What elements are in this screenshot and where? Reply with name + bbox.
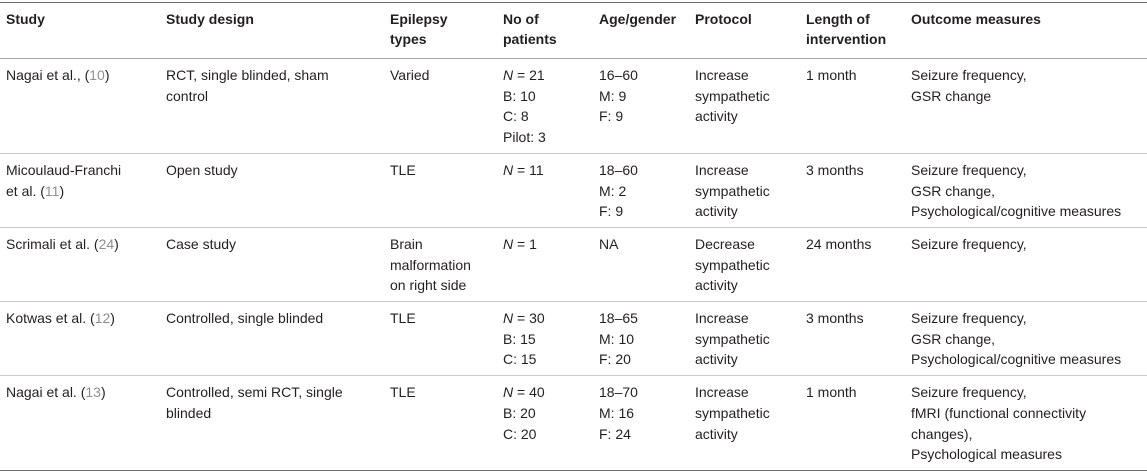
- outcome-measures-cell: [905, 227, 1147, 301]
- study-name-suffix: ): [59, 182, 65, 199]
- n-symbol: N: [503, 310, 514, 327]
- epilepsy-types-cell: [384, 59, 497, 154]
- column-header-label: Age/gender: [599, 11, 677, 27]
- study-design-cell-line: Open study: [166, 161, 238, 178]
- study-citation: [6, 308, 160, 329]
- study-citation: [6, 382, 160, 403]
- length-cell: [800, 153, 905, 227]
- protocol-cell-line: activity: [695, 425, 738, 442]
- outcome-measures-cell: [905, 302, 1147, 376]
- epilepsy-types-cell-line: Brain: [390, 235, 423, 252]
- n-value: = 11: [513, 161, 544, 178]
- patients-cell: [497, 59, 593, 154]
- patients-cell-line: C: 8: [503, 108, 529, 125]
- study-cell: [0, 227, 160, 301]
- age-gender-cell-line: 16–60: [599, 67, 638, 83]
- study-design-cell: [160, 302, 384, 376]
- protocol-cell-line: sympathetic: [695, 87, 770, 104]
- study-cell: [0, 302, 160, 376]
- study-citation: [6, 234, 160, 255]
- outcome-measures-cell-line: Seizure frequency,: [911, 384, 1027, 401]
- patient-count: [503, 382, 593, 403]
- n-symbol: N: [503, 235, 514, 252]
- outcome-measures-cell-line: GSR change,: [911, 182, 996, 199]
- study-name-suffix: ): [104, 67, 110, 83]
- patients-cell-line: B: 15: [503, 330, 536, 347]
- length-cell-line: 24 months: [806, 235, 872, 252]
- reference-link: 10: [89, 67, 105, 83]
- study-citation: [6, 181, 160, 202]
- study-name: Kotwas et al. (: [6, 310, 95, 327]
- study-design-cell: [160, 153, 384, 227]
- study-table: [0, 2, 1147, 471]
- outcome-measures-cell-line: Psychological/cognitive measures: [911, 351, 1122, 368]
- length-cell-line: 3 months: [806, 161, 864, 178]
- protocol-cell-line: sympathetic: [695, 330, 770, 347]
- study-design-cell-line: blinded: [166, 404, 212, 421]
- study-name: Micoulaud-Franchi: [6, 161, 122, 178]
- age-gender-cell-line: M: 10: [599, 330, 635, 347]
- header-row: [0, 3, 1147, 59]
- epilepsy-types-cell-line: Varied: [390, 67, 430, 83]
- age-gender-cell-line: 18–70: [599, 384, 638, 401]
- study-cell: [0, 59, 160, 154]
- patients-cell-line: B: 10: [503, 87, 536, 104]
- age-gender-cell: [593, 376, 689, 471]
- column-header: [800, 3, 905, 59]
- age-gender-cell-line: F: 9: [599, 108, 624, 125]
- age-gender-cell: [593, 227, 689, 301]
- epilepsy-types-cell: [384, 153, 497, 227]
- patients-cell-line: B: 20: [503, 404, 536, 421]
- protocol-cell-line: activity: [695, 203, 738, 220]
- epilepsy-types-cell-line: TLE: [390, 310, 416, 327]
- patients-cell-line: C: 20: [503, 425, 537, 442]
- age-gender-cell: [593, 302, 689, 376]
- protocol-cell: [689, 302, 800, 376]
- patients-cell-line: Pilot: 3: [503, 129, 546, 146]
- study-design-cell-line: Case study: [166, 235, 237, 252]
- column-header: [0, 3, 160, 59]
- protocol-cell-line: Decrease: [695, 235, 755, 252]
- study-design-cell-line: Controlled, single blinded: [166, 310, 324, 327]
- age-gender-cell-line: F: 24: [599, 425, 631, 442]
- study-name-suffix: ): [110, 310, 115, 327]
- length-cell-line: 1 month: [806, 384, 857, 401]
- outcome-measures-cell-line: Seizure frequency,: [911, 67, 1027, 83]
- column-header: [384, 3, 497, 59]
- column-header: [593, 3, 689, 59]
- length-cell: [800, 227, 905, 301]
- epilepsy-types-cell: [384, 302, 497, 376]
- protocol-cell-line: Increase: [695, 161, 749, 178]
- study-design-cell-line: Controlled, semi RCT, single: [166, 384, 343, 401]
- column-header-label: Protocol: [695, 11, 752, 27]
- study-name: Scrimali et al. (: [6, 235, 99, 252]
- length-cell: [800, 376, 905, 471]
- column-header-label: Epilepsy: [390, 11, 448, 27]
- patients-cell-line: C: 15: [503, 351, 537, 368]
- patient-count: [503, 65, 593, 86]
- protocol-cell: [689, 153, 800, 227]
- n-value: = 1: [513, 235, 537, 252]
- patient-count: [503, 160, 593, 181]
- column-header: [497, 3, 593, 59]
- study-name: et al. (: [6, 182, 45, 199]
- outcome-measures-cell-line: Seizure frequency,: [911, 161, 1027, 178]
- n-symbol: N: [503, 161, 514, 178]
- epilepsy-types-cell-line: malformation: [390, 256, 471, 273]
- study-citation: [6, 65, 160, 86]
- age-gender-cell-line: F: 9: [599, 203, 624, 220]
- age-gender-cell-line: M: 2: [599, 182, 627, 199]
- outcome-measures-cell: [905, 376, 1147, 471]
- age-gender-cell: [593, 59, 689, 154]
- outcome-measures-cell-line: Seizure frequency,: [911, 310, 1027, 327]
- study-design-cell-line: RCT, single blinded, sham: [166, 67, 329, 83]
- n-value: = 30: [513, 310, 545, 327]
- column-header: [160, 3, 384, 59]
- table-row: [0, 59, 1147, 154]
- study-name: Nagai et al., (: [6, 67, 90, 83]
- patients-cell: [497, 227, 593, 301]
- study-design-cell: [160, 376, 384, 471]
- reference-link: 11: [44, 182, 60, 199]
- protocol-cell-line: Increase: [695, 67, 749, 83]
- column-header: [905, 3, 1147, 59]
- table-row: [0, 376, 1147, 471]
- reference-link: 13: [85, 384, 101, 401]
- age-gender-cell-line: F: 20: [599, 351, 631, 368]
- protocol-cell-line: Increase: [695, 384, 749, 401]
- column-header: [689, 3, 800, 59]
- protocol-cell-line: sympathetic: [695, 404, 770, 421]
- length-cell: [800, 302, 905, 376]
- column-header-label: intervention: [806, 31, 887, 47]
- column-header-label: Study: [6, 11, 45, 27]
- reference-link: 24: [98, 235, 115, 252]
- study-design-cell: [160, 227, 384, 301]
- epilepsy-types-cell: [384, 376, 497, 471]
- protocol-cell-line: activity: [695, 108, 738, 125]
- epilepsy-types-cell: [384, 227, 497, 301]
- study-name-suffix: ): [114, 235, 119, 252]
- age-gender-cell: [593, 153, 689, 227]
- length-cell-line: 3 months: [806, 310, 864, 327]
- n-value: = 40: [513, 384, 545, 401]
- protocol-cell-line: activity: [695, 277, 738, 294]
- epilepsy-types-cell-line: on right side: [390, 277, 467, 294]
- outcome-measures-cell-line: Psychological measures: [911, 446, 1062, 463]
- column-header-label: Length of: [806, 11, 870, 27]
- protocol-cell: [689, 227, 800, 301]
- column-header-label: No of: [503, 11, 539, 27]
- table-row: [0, 227, 1147, 301]
- protocol-cell-line: activity: [695, 351, 738, 368]
- n-symbol: N: [503, 384, 514, 401]
- study-cell: [0, 153, 160, 227]
- study-name: Nagai et al. (: [6, 384, 86, 401]
- reference-link: 12: [94, 310, 111, 327]
- table-body: [0, 59, 1147, 471]
- protocol-cell: [689, 59, 800, 154]
- n-value: = 21: [513, 67, 545, 83]
- study-name-suffix: ): [100, 384, 106, 401]
- age-gender-cell-line: 18–60: [599, 161, 638, 178]
- outcome-measures-cell-line: changes),: [911, 425, 973, 442]
- protocol-cell: [689, 376, 800, 471]
- length-cell-line: 1 month: [806, 67, 857, 83]
- outcome-measures-cell: [905, 153, 1147, 227]
- patient-count: [503, 234, 593, 255]
- column-header-label: patients: [503, 31, 557, 47]
- length-cell: [800, 59, 905, 154]
- outcome-measures-cell-line: GSR change: [911, 87, 992, 104]
- age-gender-cell-line: M: 16: [599, 404, 635, 421]
- age-gender-cell-line: M: 9: [599, 87, 627, 104]
- epilepsy-types-cell-line: TLE: [390, 161, 416, 178]
- study-design-cell: [160, 59, 384, 154]
- column-header-label: types: [390, 31, 427, 47]
- n-symbol: N: [503, 67, 514, 83]
- column-header-label: Study design: [166, 11, 254, 27]
- outcome-measures-cell-line: fMRI (functional connectivity: [911, 404, 1087, 421]
- table-row: [0, 302, 1147, 376]
- protocol-cell-line: sympathetic: [695, 256, 770, 273]
- outcome-measures-cell-line: Seizure frequency,: [911, 235, 1027, 252]
- outcome-measures-cell-line: GSR change,: [911, 330, 996, 347]
- protocol-cell-line: Increase: [695, 310, 749, 327]
- epilepsy-types-cell-line: TLE: [390, 384, 416, 401]
- patient-count: [503, 308, 593, 329]
- age-gender-cell-line: NA: [599, 235, 619, 252]
- age-gender-cell-line: 18–65: [599, 310, 638, 327]
- table-row: [0, 153, 1147, 227]
- study-design-cell-line: control: [166, 87, 209, 104]
- study-cell: [0, 376, 160, 471]
- outcome-measures-cell: [905, 59, 1147, 154]
- patients-cell: [497, 376, 593, 471]
- patients-cell: [497, 153, 593, 227]
- protocol-cell-line: sympathetic: [695, 182, 770, 199]
- patients-cell: [497, 302, 593, 376]
- column-header-label: Outcome measures: [911, 11, 1041, 27]
- outcome-measures-cell-line: Psychological/cognitive measures: [911, 203, 1122, 220]
